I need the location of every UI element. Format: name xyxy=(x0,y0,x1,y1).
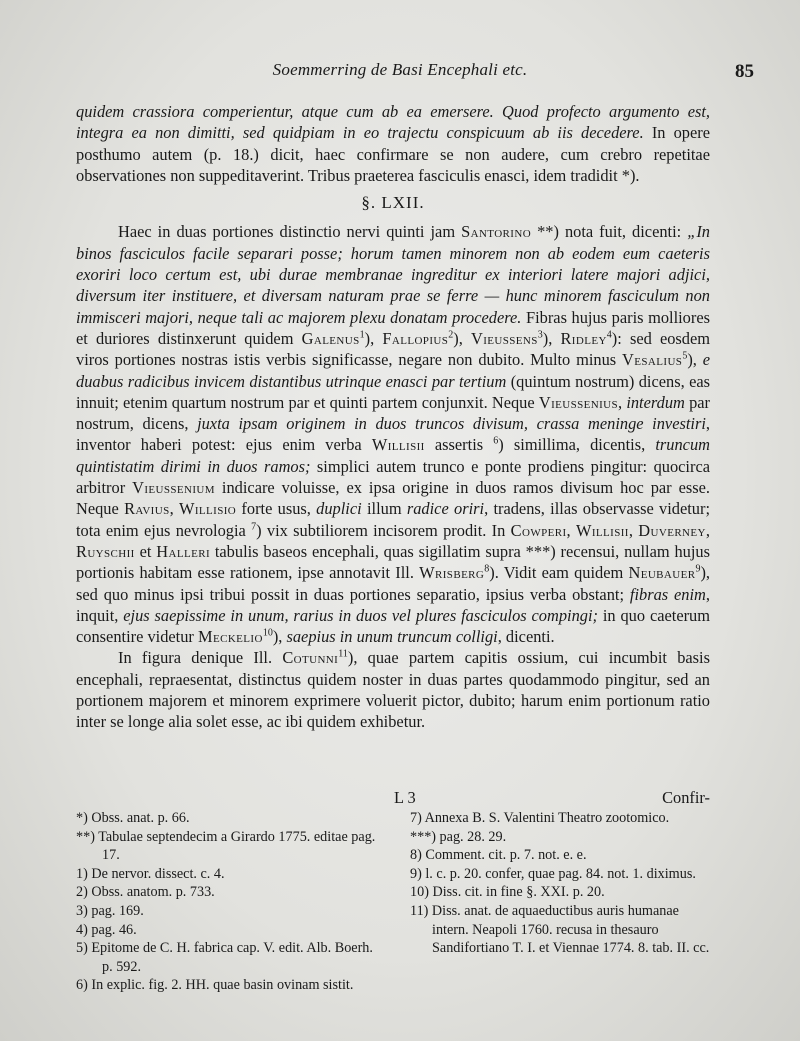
text-run: simplici autem trunco e ponte prodiens pingitur: quocirca arbitror xyxy=(76,456,710,498)
text-run: ), quae partem capitis ossium, cui incumbit basis encephali, repraesentat, distinctus quidem noster in duas partes quodammodo pingitur, sed an portionem majorem et minorem exprimere voluerit pictor, dubito; harum enim portionum ratio inter se longe alia solet esse, ac ibi quidem exhibetur. xyxy=(76,648,710,732)
author-name: Duverney xyxy=(638,520,706,540)
text-run: illum xyxy=(361,499,407,519)
author-name: Vieussenium xyxy=(132,478,215,498)
signature-mark: L 3 xyxy=(394,788,416,807)
author-name: Willisii xyxy=(575,520,629,540)
text-run: indicare voluisse, ex ipsa origine in duos ramos divisum hoc par esse. Neque xyxy=(76,478,710,519)
text-run: ), sed quo minus ipsi tribui possit in duas portiones separatio, ipsius verba obstant; xyxy=(76,563,711,604)
footnote: 6) In explic. fig. 2. HH. quae basin ovinam sistit. xyxy=(76,977,354,994)
footnote: 7) Annexa B. S. Valentini Theatro zootomico. xyxy=(410,810,670,826)
text-run: assertis xyxy=(424,435,494,455)
text-run: ), xyxy=(272,627,287,647)
text-run: ) vix subtiliorem incisorem prodit. In xyxy=(256,520,511,540)
author-name: Ridley xyxy=(560,328,607,348)
text-run: , xyxy=(618,392,627,412)
text-run: ). Vidit eam quidem xyxy=(489,563,629,583)
text-run: , xyxy=(566,520,576,540)
author-name: Willisii xyxy=(371,435,425,455)
italic-text: e duabus radicibus invicem distantibus utrinque enasci par tertium xyxy=(76,350,711,391)
author-name: Santorino xyxy=(461,222,532,242)
author-name: Halleri xyxy=(156,541,211,561)
footnote: 3) pag. 169. xyxy=(76,902,144,919)
text-run: , xyxy=(705,520,710,540)
text-run: in quo caeterum consentire videtur xyxy=(76,605,711,647)
signature-row xyxy=(76,788,710,810)
author-name: Ravius xyxy=(124,499,170,519)
footnote: *) Obss. anat. p. 66. xyxy=(76,810,190,826)
text-run: , inquit, xyxy=(76,584,710,625)
text-run: ), xyxy=(687,350,703,370)
italic-text: radice oriri xyxy=(406,499,485,519)
italic-text: interdum xyxy=(626,392,685,412)
text-run: ), xyxy=(453,328,471,348)
footnote-ref: 6 xyxy=(493,435,499,447)
footnotes-right-column xyxy=(410,809,710,958)
author-name: Neubauer xyxy=(628,563,696,583)
footnote: **) Tabulae septendecim a Girardo 1775. editae pag. 17. xyxy=(76,828,376,864)
text-run: , inventor haberi potest: ejus enim verba xyxy=(76,414,710,455)
text-run: , tradens, illas observasse videtur; tota enim ejus nevrologia xyxy=(76,499,711,540)
footnote-ref: 7 xyxy=(251,521,257,533)
footnotes-left-column xyxy=(76,809,376,995)
author-name: Ruyschii xyxy=(76,541,135,561)
footnote-ref: 9 xyxy=(695,563,701,575)
footnote-ref: 10 xyxy=(262,627,273,639)
text-run: Fibras hujus paris molliores et duriores distinxerunt quidem xyxy=(76,307,710,348)
footnote-ref: 1 xyxy=(359,329,365,341)
text-run: Haec in duas portiones distinctio nervi quinti jam xyxy=(118,222,462,242)
italic-text: ejus saepissime in unum, rarius in duos vel plures fasciculos compingi; xyxy=(123,605,598,625)
author-name: Vieussens xyxy=(470,328,538,348)
author-name: Cowperi xyxy=(510,520,567,540)
paragraph-text: In opere posthumo autem (p. 18.) dicit, haec confirmare se non audere, cum crebro repetitae observationes non suppeditaverint. Tribus praeterea fasciculis enasci, idem tradidit *). xyxy=(76,123,711,185)
text-run: ), xyxy=(542,328,561,348)
text-run: ): sed eosdem viros portiones nostras istis verbis significasse, negare non dubito. Multo minus xyxy=(76,328,711,370)
author-name: Vesalius xyxy=(622,350,683,370)
footnote: 11) Diss. anat. de aquaeductibus auris humanae intern. Neapoli 1760. recusa in thesauro Sandifortiano T. I. et Viennae 1774. 8. tab. II. cc. xyxy=(410,902,710,957)
italic-text: truncum quintistatim dirimi in duos ramos; xyxy=(76,435,710,476)
italic-text: duplici xyxy=(316,499,362,519)
footnote-ref: 3 xyxy=(537,329,543,341)
text-run: ), xyxy=(364,328,383,348)
paragraph-lxii-1 xyxy=(76,221,710,647)
paragraph-lxii-2 xyxy=(76,647,710,732)
text-run: (quintum nostrum) dicens, eas innuit; etenim quartum nostrum par et quinti partem conjunxit. Neque xyxy=(76,371,710,412)
author-name: Wrisberg xyxy=(419,563,485,583)
italic-text: fibras enim xyxy=(629,584,706,604)
text-run: ) simillima, dicentis, xyxy=(498,435,656,455)
footnote: 8) Comment. cit. p. 7. not. e. e. xyxy=(410,847,587,864)
italic-text: juxta ipsam originem in duos truncos divisum, crassa meninge investiri xyxy=(197,414,706,434)
author-name: Fallopius xyxy=(382,328,449,348)
running-title: Soemmerring de Basi Encephali etc. xyxy=(272,60,528,79)
text-run: tabulis baseos encephali, quas sigillatim supra ***) recensui, nullam hujus portionis habitam esse rationem, ipse annotavit Ill. xyxy=(76,541,710,583)
section-heading: §. LXII. xyxy=(361,193,425,213)
footnote: 2) Obss. anatom. p. 733. xyxy=(76,884,215,901)
text-run: forte usus, xyxy=(236,499,317,519)
footnote-ref: 2 xyxy=(448,329,454,341)
author-name: Cotunni xyxy=(282,648,339,668)
footnote: 4) pag. 46. xyxy=(76,921,137,938)
footnote: 1) De nervor. dissect. c. 4. xyxy=(76,865,225,882)
text-run: et xyxy=(134,541,157,561)
footnote: 10) Diss. cit. in fine §. XXI. p. 20. xyxy=(410,884,605,901)
author-name: Willisio xyxy=(178,499,237,519)
footnote-ref: 8 xyxy=(484,563,490,575)
author-name: Galenus xyxy=(301,328,360,348)
footnote: 9) l. c. p. 20. confer, quae pag. 84. not. 1. diximus. xyxy=(410,865,696,882)
main-text xyxy=(76,101,710,733)
author-name: Meckelio xyxy=(197,627,263,647)
text-run: par nostrum, dicens, xyxy=(76,392,710,434)
page-number: 85 xyxy=(735,61,754,82)
paragraph-continuation xyxy=(76,101,710,186)
author-name: Vieussenius xyxy=(538,392,619,412)
text-run: In figura denique Ill. xyxy=(118,648,283,668)
text-run: , xyxy=(169,499,179,519)
footnote-ref: 5 xyxy=(682,350,688,362)
text-run: , dicenti. xyxy=(497,627,555,647)
text-run: , xyxy=(628,520,639,540)
text-run: **) nota fuit, dicenti: xyxy=(531,222,688,242)
footnote: ***) pag. 28. 29. xyxy=(410,828,507,845)
footnote-ref: 4 xyxy=(606,329,612,341)
footnote: 5) Epitome de C. H. fabrica cap. V. edit. Alb. Boerh. p. 592. xyxy=(76,940,373,975)
quotation: „In binos fasciculos facile separari posse; horum tamen minorem non ab eodem eum caeteris exoriri loco certum est, ubi durae membranae ingreditur ex interiori latere majori adjici, diversum iter instituere, et diversam naturam prae se ferre — hunc minorem fasciculum non immisceri majori, neque tali ac majorem plexu donatam procedere. xyxy=(76,222,711,327)
footnote-ref: 11 xyxy=(338,648,348,660)
italic-text: saepius in unum truncum colligi xyxy=(286,627,498,647)
italic-text: quidem crassiora comperientur, atque cum ab ea emersere. Quod profecto argumento est, integra ea non dimitti, sed quidpiam in eo trajectu conspicuum ab iis decedere. xyxy=(76,102,710,143)
catchword: Confir- xyxy=(662,788,710,807)
